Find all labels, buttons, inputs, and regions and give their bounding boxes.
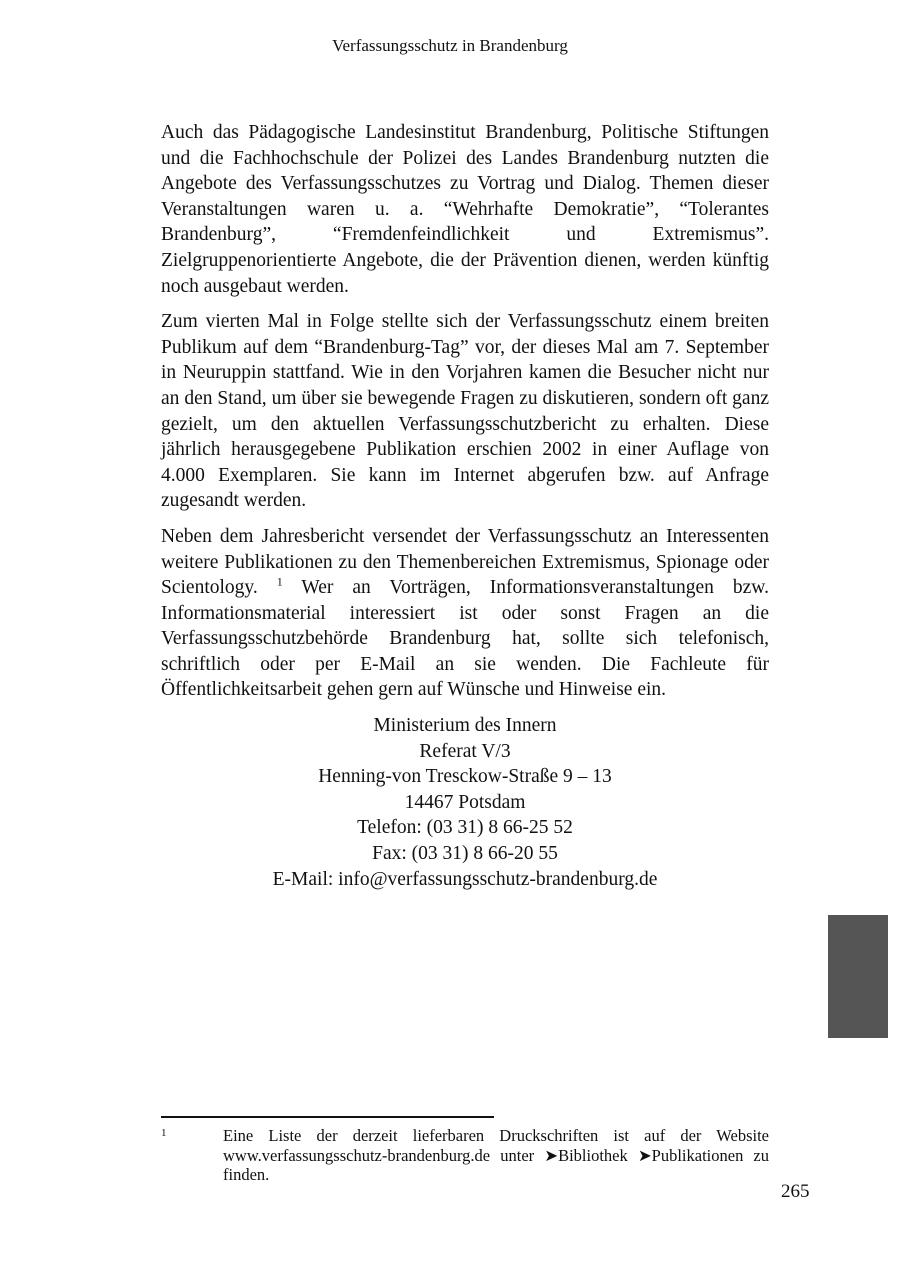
paragraph-3-text-after: Wer an Vorträgen, Informationsveranstaltungen bzw. Informationsmaterial interessiert ist oder sonst Fragen an die Verfassungsschutzbehörde Brandenburg hat, sollte sich telefonisch, schriftlich oder per E-Mail an sie wenden. Die Fachleute für Öffentlichkeitsarbeit gehen gern auf Wünsche und Hinweise ein.	[161, 577, 770, 701]
address-ministry: Ministerium des Innern	[373, 715, 557, 737]
paragraph-3-text-before: Neben dem Jahresbericht versendet der Verfassungsschutz an Interessenten weitere Publikationen zu den Themenbereichen Extremismus, Spionage oder Scientology.	[161, 525, 769, 599]
thumb-index-tab	[828, 915, 888, 1038]
page-number: 265	[781, 1181, 810, 1202]
footnote-number: 1	[161, 1127, 167, 1139]
paragraph-3	[161, 524, 769, 703]
paragraph-2: Zum vierten Mal in Folge stellte sich der Verfassungsschutz einem breiten Publikum auf dem “Brandenburg-Tag” vor, der dieses Mal am 7. September in Neuruppin stattfand. Wie in den Vorjahren kamen die Besucher nicht nur an den Stand, um über sie bewegende Fragen zu diskutieren, sondern oft ganz gezielt, um den aktuellen Verfassungsschutzbericht zu erhalten. Diese jährlich herausgegebene Publikation erschien 2002 in einer Auflage von 4.000 Exemplaren. Sie kann im Internet abgerufen bzw. auf Anfrage zugesandt werden.	[161, 311, 769, 512]
footnote-reference: 1	[276, 574, 283, 589]
address-email: E-Mail: info@verfassungsschutz-brandenburg.de	[272, 868, 658, 890]
address-phone: Telefon: (03 31) 8 66-25 52	[357, 817, 573, 839]
footnote-separator	[161, 1116, 494, 1118]
address-fax: Fax: (03 31) 8 66-20 55	[372, 843, 558, 865]
contact-address	[161, 713, 769, 892]
paragraph-1: Auch das Pädagogische Landesinstitut Brandenburg, Politische Stiftungen und die Fachhochschule der Polizei des Landes Brandenburg nutzten die Angebote des Verfassungsschutzes zu Vortrag und Dialog. Themen dieser Veranstaltungen waren u. a. “Wehrhafte Demokratie”, “Tolerantes Brandenburg”, “Fremdenfeindlichkeit und Extremismus”. Zielgruppenorientierte Angebote, die der Prävention dienen, werden künftig noch ausgebaut werden.	[161, 122, 769, 297]
footnote	[161, 1126, 769, 1185]
address-department: Referat V/3	[419, 740, 511, 762]
running-head: Verfassungsschutz in Brandenburg	[332, 36, 568, 55]
address-city: 14467 Potsdam	[404, 791, 526, 813]
address-street: Henning-von Tresckow-Straße 9 – 13	[318, 766, 612, 788]
footnote-text: Eine Liste der derzeit lieferbaren Druckschriften ist auf der Website www.verfassungsschutz-brandenburg.de unter ➤Bibliothek ➤Publikationen zu finden.	[223, 1126, 769, 1184]
body-text	[161, 120, 769, 892]
